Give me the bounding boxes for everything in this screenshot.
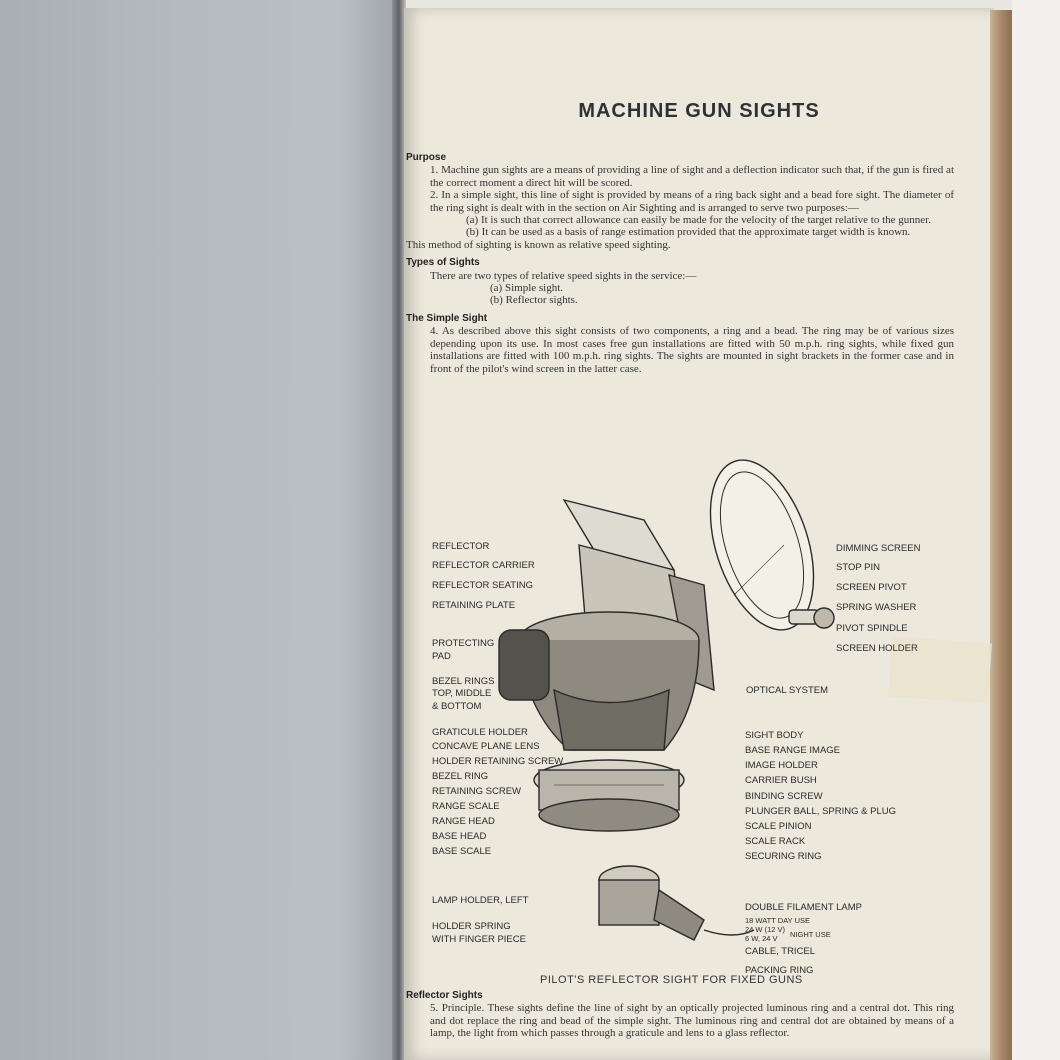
label-lamp-holder-left: LAMP HOLDER, LEFT bbox=[432, 895, 529, 906]
figure-caption: PILOT'S REFLECTOR SIGHT FOR FIXED GUNS bbox=[540, 974, 803, 986]
label-concave-plane-lens: CONCAVE PLANE LENS bbox=[432, 741, 540, 752]
label-holder-spring: HOLDER SPRING bbox=[432, 921, 511, 932]
label-graticule-holder: GRATICULE HOLDER bbox=[432, 727, 528, 738]
body-text-top bbox=[406, 152, 954, 375]
label-packing-ring: PACKING RING bbox=[745, 965, 814, 976]
heading-purpose: Purpose bbox=[406, 152, 447, 163]
label-18-watt: 18 WATT DAY USE bbox=[745, 916, 811, 925]
label-scale-pinion: SCALE PINION bbox=[745, 821, 812, 832]
label-cable-tricel: CABLE, TRICEL bbox=[745, 946, 816, 957]
label-retaining-plate: RETAINING PLATE bbox=[432, 600, 516, 611]
page-title: MACHINE GUN SIGHTS bbox=[578, 100, 820, 122]
label-bezel-ring: BEZEL RING bbox=[432, 771, 489, 782]
left-page-blank bbox=[0, 0, 400, 1060]
label-double-filament-lamp: DOUBLE FILAMENT LAMP bbox=[745, 902, 863, 913]
label-scale-rack: SCALE RACK bbox=[745, 836, 806, 847]
label-carrier-bush: CARRIER BUSH bbox=[745, 775, 817, 786]
label-plunger-ball: PLUNGER BALL, SPRING & PLUG bbox=[745, 806, 896, 817]
label-screen-pivot: SCREEN PIVOT bbox=[836, 582, 907, 593]
label-reflector: REFLECTOR bbox=[432, 541, 490, 552]
label-retaining-screw: RETAINING SCREW bbox=[432, 786, 522, 797]
label-finger-piece: WITH FINGER PIECE bbox=[432, 934, 526, 945]
paragraph-2: 2. In a simple sight, this line of sight is provided by means of a ring back sight and a bead fore sight. The diameter of the ring sight is dealt with in the section on Air Sighting and is arranged to serve two purposes:— bbox=[430, 189, 954, 214]
label-holder-retaining-screw: HOLDER RETAINING SCREW bbox=[432, 756, 564, 767]
heading-simple-sight: The Simple Sight bbox=[406, 312, 488, 324]
backdrop bbox=[1012, 0, 1060, 1060]
body-text-bottom bbox=[406, 990, 954, 1040]
paragraph-1: 1. Machine gun sights are a means of providing a line of sight and a deflection indicator such that, if the gun is fired at the correct moment a direct hit will be scored. bbox=[430, 164, 954, 189]
label-securing-ring: SECURING RING bbox=[745, 851, 822, 862]
paragraph-2c: This method of sighting is known as relative speed sighting. bbox=[406, 238, 671, 251]
label-range-scale: RANGE SCALE bbox=[432, 801, 500, 812]
paragraph-3: There are two types of relative speed sights in the service:— bbox=[430, 269, 697, 282]
label-optical-system: OPTICAL SYSTEM bbox=[746, 685, 828, 696]
label-24w: 24 W (12 V) bbox=[745, 925, 786, 934]
label-night-use: NIGHT USE bbox=[790, 930, 831, 939]
label-protecting: PROTECTING bbox=[432, 638, 495, 649]
label-top-middle: TOP, MIDDLE bbox=[432, 688, 492, 699]
label-range-head: RANGE HEAD bbox=[432, 816, 495, 827]
label-sight-body: SIGHT BODY bbox=[745, 730, 804, 741]
label-base-range-image: BASE RANGE IMAGE bbox=[745, 745, 841, 756]
label-stop-pin: STOP PIN bbox=[836, 562, 880, 573]
label-bezel-rings: BEZEL RINGS bbox=[432, 676, 495, 687]
label-image-holder: IMAGE HOLDER bbox=[745, 760, 818, 771]
label-reflector-seating: REFLECTOR SEATING bbox=[432, 580, 533, 591]
heading-reflector-sights: Reflector Sights bbox=[406, 990, 483, 1001]
paragraph-2a: (a) It is such that correct allowance can easily be made for the velocity of the target relative to the gunner. bbox=[466, 214, 931, 227]
label-base-scale: BASE SCALE bbox=[432, 846, 492, 857]
label-reflector-carrier: REFLECTOR CARRIER bbox=[432, 560, 535, 571]
paragraph-5: 5. Principle. These sights define the line of sight by an optically projected luminous ring and a central dot. This ring and dot replace the ring and bead of the simple sight. The luminous ring and central dot are obtained by means of a lamp, the light from which passes through a graticule and lens to a glass reflector. bbox=[430, 1002, 954, 1040]
heading-types: Types of Sights bbox=[406, 257, 480, 269]
label-spring-washer: SPRING WASHER bbox=[836, 602, 917, 613]
paragraph-3a: (a) Simple sight. bbox=[490, 282, 564, 295]
label-screen-holder: SCREEN HOLDER bbox=[836, 643, 918, 654]
label-pad: PAD bbox=[432, 651, 451, 662]
label-binding-screw: BINDING SCREW bbox=[745, 791, 823, 802]
paragraph-3b: (b) Reflector sights. bbox=[490, 294, 578, 307]
label-pivot-spindle: PIVOT SPINDLE bbox=[836, 623, 908, 634]
label-6w: 6 W, 24 V bbox=[745, 934, 778, 943]
page-edges bbox=[990, 10, 1012, 1060]
paragraph-2b: (b) It can be used as a basis of range estimation provided that the approximate target width is known. bbox=[466, 226, 911, 239]
label-base-head: BASE HEAD bbox=[432, 831, 487, 842]
paragraph-4: 4. As described above this sight consists of two components, a ring and a bead. The ring may be of various sizes depending upon its use. In most cases free gun installations are fitted with 50 m.p.h. ring sights, while fixed gun installations are fitted with 100 m.p.h. ring sights. The sights are mounted in sight brackets in the former case and in front of the pilot's wind screen in the latter case. bbox=[430, 325, 954, 375]
label-bottom: & BOTTOM bbox=[432, 701, 482, 712]
label-dimming-screen: DIMMING SCREEN bbox=[836, 543, 921, 554]
